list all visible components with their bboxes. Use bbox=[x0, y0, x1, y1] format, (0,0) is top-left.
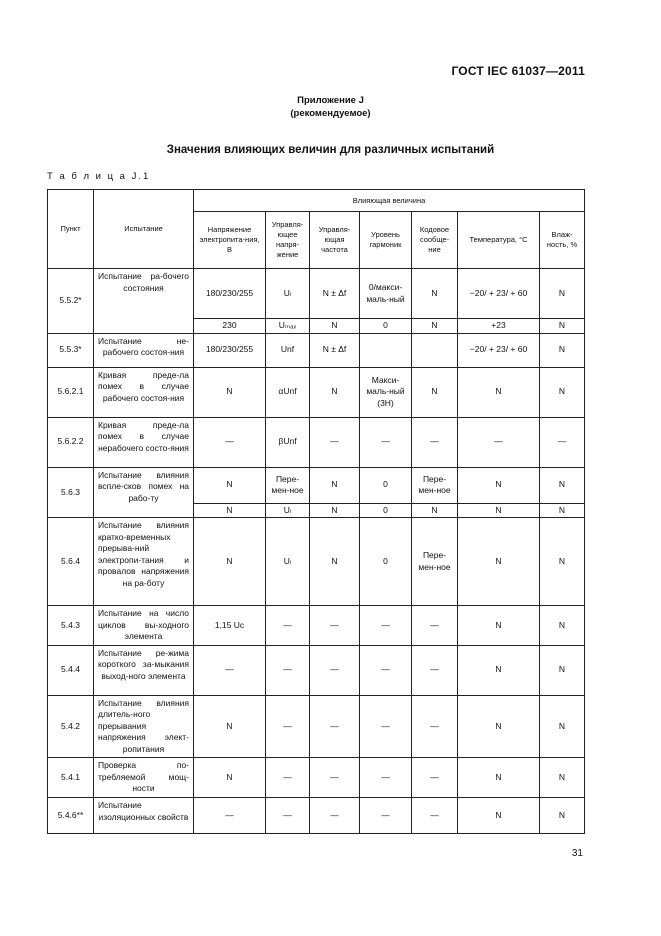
row-test-name: Испытание изоляционных свойств bbox=[94, 798, 194, 834]
table-cell: N bbox=[540, 467, 585, 503]
table-cell: +23 bbox=[458, 319, 540, 334]
table-cell: N bbox=[458, 518, 540, 606]
table-cell: Uₘₐₓ bbox=[266, 319, 310, 334]
table-cell: — bbox=[310, 417, 360, 467]
table-cell: 180/230/255 bbox=[194, 269, 266, 319]
table-cell: Макси-маль-ный (3Н) bbox=[360, 367, 412, 417]
table-row bbox=[48, 695, 585, 758]
table-cell: N bbox=[540, 518, 585, 606]
table-cell: — bbox=[360, 758, 412, 798]
table-cell: — bbox=[310, 758, 360, 798]
table-cell: N bbox=[458, 606, 540, 646]
table-cell: — bbox=[266, 695, 310, 758]
row-point: 5.6.2.1 bbox=[48, 367, 94, 417]
row-point: 5.4.3 bbox=[48, 606, 94, 646]
row-test-name: Проверка по-требляемой мощ-ности bbox=[94, 758, 194, 798]
table-cell: — bbox=[310, 645, 360, 695]
table-cell: — bbox=[412, 798, 458, 834]
table-cell: — bbox=[360, 417, 412, 467]
table-cell: 0 bbox=[360, 467, 412, 503]
table-cell: N bbox=[540, 367, 585, 417]
header-code-message: Кодовое сообще-ние bbox=[412, 212, 458, 269]
table-cell: Uₗ bbox=[266, 503, 310, 518]
table-cell: — bbox=[310, 606, 360, 646]
table-row bbox=[48, 518, 585, 606]
table-row bbox=[48, 645, 585, 695]
table-cell: N bbox=[458, 503, 540, 518]
header-influence-group: Влияющая величина bbox=[194, 190, 585, 212]
row-point: 5.5.2* bbox=[48, 269, 94, 334]
table-cell: Uₗ bbox=[266, 518, 310, 606]
table-cell: — bbox=[412, 417, 458, 467]
table-cell: 0 bbox=[360, 319, 412, 334]
table-cell: — bbox=[310, 695, 360, 758]
table-cell bbox=[412, 333, 458, 367]
table-cell: N bbox=[458, 695, 540, 758]
row-point: 5.4.4 bbox=[48, 645, 94, 695]
table-cell: Пере-мен-ное bbox=[266, 467, 310, 503]
table-cell: N bbox=[412, 269, 458, 319]
table-cell: 0 bbox=[360, 518, 412, 606]
table-cell: — bbox=[540, 417, 585, 467]
row-test-name: Испытание ра-бочего состояния bbox=[94, 269, 194, 334]
table-cell: N bbox=[540, 606, 585, 646]
table-cell: N bbox=[194, 503, 266, 518]
annex-title: Приложение J bbox=[297, 95, 364, 106]
header-control-frequency: Управля-ющая частота bbox=[310, 212, 360, 269]
row-point: 5.4.6** bbox=[48, 798, 94, 834]
table-cell: N bbox=[310, 367, 360, 417]
table-row bbox=[48, 758, 585, 798]
row-point: 5.6.3 bbox=[48, 467, 94, 518]
row-test-name: Испытание влияния кратко-временных прерыва-ний электропи-тания и провалов напряжения на ра-боту bbox=[94, 518, 194, 606]
table-caption: Т а б л и ц а J.1 bbox=[47, 171, 151, 182]
header-control-voltage: Управля-ющее напря-жение bbox=[266, 212, 310, 269]
table-cell: N bbox=[540, 503, 585, 518]
table-cell: N bbox=[540, 269, 585, 319]
table-cell: — bbox=[266, 798, 310, 834]
table-cell: βUnf bbox=[266, 417, 310, 467]
row-test-name: Кривая преде-ла помех в случае рабочего состоя-ния bbox=[94, 367, 194, 417]
table-cell: N bbox=[310, 467, 360, 503]
table-cell: N bbox=[540, 695, 585, 758]
table-cell: Unf bbox=[266, 333, 310, 367]
table-cell: N bbox=[540, 645, 585, 695]
header-harmonics-level: Уровень гармоник bbox=[360, 212, 412, 269]
table-cell: — bbox=[194, 417, 266, 467]
table-row bbox=[48, 417, 585, 467]
table-cell: −20/ + 23/ + 60 bbox=[458, 269, 540, 319]
table-cell: — bbox=[194, 645, 266, 695]
table-row bbox=[48, 333, 585, 367]
table-cell: N bbox=[540, 333, 585, 367]
header-supply-voltage: Напряжение электропита-ния, В bbox=[194, 212, 266, 269]
header-temperature: Температура, °С bbox=[458, 212, 540, 269]
table-cell: N ± Δf bbox=[310, 269, 360, 319]
table-cell: N bbox=[458, 645, 540, 695]
table-cell: — bbox=[310, 798, 360, 834]
table-cell: N bbox=[310, 319, 360, 334]
header-point: Пункт bbox=[48, 190, 94, 269]
table-cell: N bbox=[412, 319, 458, 334]
table-cell: N bbox=[458, 467, 540, 503]
table-cell: 0/макси-маль-ный bbox=[360, 269, 412, 319]
row-test-name: Испытание влияния вспле-сков помех на рабо-ту bbox=[94, 467, 194, 518]
table-cell: — bbox=[360, 798, 412, 834]
table-cell: N bbox=[458, 798, 540, 834]
table-cell: 0 bbox=[360, 503, 412, 518]
row-test-name: Испытание влияния длитель-ного прерывания напряжения элект-ропитания bbox=[94, 695, 194, 758]
table-cell: N bbox=[194, 695, 266, 758]
annex-type: (рекомендуемое) bbox=[290, 108, 371, 119]
table-cell: Uₗ bbox=[266, 269, 310, 319]
table-cell bbox=[360, 333, 412, 367]
table-cell: — bbox=[412, 645, 458, 695]
table-cell: — bbox=[412, 758, 458, 798]
row-test-name: Испытание на число циклов вы-ходного элемента bbox=[94, 606, 194, 646]
table-cell: N bbox=[310, 518, 360, 606]
table-cell: N bbox=[194, 758, 266, 798]
table-cell: N bbox=[194, 467, 266, 503]
table-cell: Пере-мен-ное bbox=[412, 467, 458, 503]
row-test-name: Кривая преде-ла помех в случае нерабочего состо-яния bbox=[94, 417, 194, 467]
table-row bbox=[48, 798, 585, 834]
header-test: Испытание bbox=[94, 190, 194, 269]
table-cell: — bbox=[412, 606, 458, 646]
row-test-name: Испытание не-рабочего состоя-ния bbox=[94, 333, 194, 367]
table-cell: N bbox=[310, 503, 360, 518]
table-cell: Пере-мен-ное bbox=[412, 518, 458, 606]
table-cell: −20/ + 23/ + 60 bbox=[458, 333, 540, 367]
table-cell: — bbox=[412, 695, 458, 758]
table-cell: — bbox=[266, 645, 310, 695]
row-point: 5.5.3* bbox=[48, 333, 94, 367]
standard-designation: ГОСТ IEC 61037—2011 bbox=[451, 64, 585, 78]
table-cell: — bbox=[360, 695, 412, 758]
table-cell: N ± Δf bbox=[310, 333, 360, 367]
header-humidity: Влаж-ность, % bbox=[540, 212, 585, 269]
table-cell: — bbox=[360, 606, 412, 646]
row-point: 5.4.2 bbox=[48, 695, 94, 758]
table-cell: 1,15 Uc bbox=[194, 606, 266, 646]
table-cell: N bbox=[458, 367, 540, 417]
row-point: 5.6.2.2 bbox=[48, 417, 94, 467]
table-cell: N bbox=[458, 758, 540, 798]
table-cell: — bbox=[360, 645, 412, 695]
table-cell: N bbox=[194, 367, 266, 417]
table-cell: — bbox=[458, 417, 540, 467]
page-number: 31 bbox=[571, 848, 583, 859]
row-test-name: Испытание ре-жима короткого за-мыкания выход-ного элемента bbox=[94, 645, 194, 695]
row-point: 5.6.4 bbox=[48, 518, 94, 606]
table-cell: αUnf bbox=[266, 367, 310, 417]
table-cell: — bbox=[194, 798, 266, 834]
table-cell: N bbox=[412, 367, 458, 417]
section-title: Значения влияющих величин для различных испытаний bbox=[166, 144, 495, 156]
table-row bbox=[48, 269, 585, 319]
table-cell: N bbox=[412, 503, 458, 518]
table-cell: N bbox=[540, 758, 585, 798]
table-cell: — bbox=[266, 606, 310, 646]
table-row bbox=[48, 467, 585, 503]
row-point: 5.4.1 bbox=[48, 758, 94, 798]
table-cell: N bbox=[540, 319, 585, 334]
table-cell: N bbox=[194, 518, 266, 606]
table-row bbox=[48, 606, 585, 646]
table-cell: — bbox=[266, 758, 310, 798]
influence-quantities-table bbox=[47, 189, 585, 834]
table-cell: N bbox=[540, 798, 585, 834]
table-cell: 230 bbox=[194, 319, 266, 334]
table-row bbox=[48, 367, 585, 417]
table-cell: 180/230/255 bbox=[194, 333, 266, 367]
